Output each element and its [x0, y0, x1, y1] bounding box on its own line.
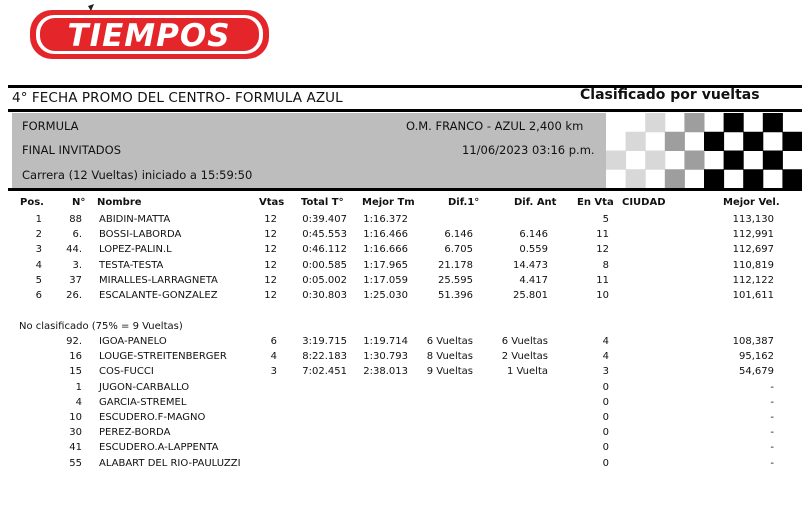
col-header-laps: Vtas: [259, 197, 285, 208]
cell-laps: 4: [270, 351, 277, 363]
cell-invta: 0: [602, 396, 609, 408]
report-subtitle: Clasificado por vueltas: [580, 87, 760, 103]
cell-invta: 12: [596, 244, 609, 256]
cell-num: 44.: [66, 244, 82, 256]
cell-speed: -: [770, 457, 774, 469]
cell-best: 1:16.666: [363, 244, 408, 256]
cell-speed: 112,991: [732, 229, 774, 241]
cell-dif1: 6.146: [444, 229, 473, 241]
cell-invta: 8: [602, 259, 609, 271]
cell-total: 0:30.803: [302, 290, 347, 301]
cell-pos: 5: [35, 274, 42, 286]
col-header-name: Nombre: [97, 197, 142, 208]
cell-name: GARCIA-STREMEL: [99, 396, 187, 408]
cell-speed: 95,162: [739, 351, 774, 363]
cell-invta: 0: [602, 381, 609, 393]
cell-total: 0:45.553: [302, 229, 347, 241]
cell-difant: 14.473: [513, 259, 548, 271]
cell-speed: -: [770, 396, 774, 408]
cell-speed: -: [770, 442, 774, 454]
cell-laps: 12: [264, 229, 277, 241]
cell-invta: 11: [596, 274, 609, 286]
cell-dif1: 51.396: [438, 290, 473, 301]
cell-dif1: 25.595: [438, 274, 473, 286]
cell-invta: 5: [602, 214, 609, 225]
cell-laps: 6: [270, 336, 277, 347]
cell-name: ALABART DEL RIO-PAULUZZI: [99, 457, 241, 469]
cell-total: 0:00.585: [302, 259, 347, 271]
cell-pos: 6: [35, 290, 42, 301]
cell-best: 1:30.793: [363, 351, 408, 363]
cell-num: 15: [69, 366, 82, 378]
cell-pos: 1: [35, 214, 42, 225]
cell-name: PEREZ-BORDA: [99, 427, 171, 439]
header-bottom-rule: [8, 188, 802, 191]
track-label: O.M. FRANCO - AZUL 2,400 km: [406, 119, 584, 133]
cell-total: 7:02.451: [302, 366, 347, 378]
cell-speed: 113,130: [732, 214, 774, 225]
cell-pos: 4: [35, 259, 42, 271]
cell-best: 1:16.466: [363, 229, 408, 241]
cell-difant: 6 Vueltas: [501, 336, 548, 347]
cell-best: 1:17.965: [363, 259, 408, 271]
cell-invta: 10: [596, 290, 609, 301]
cell-num: 1: [75, 381, 82, 393]
cell-dif1: 9 Vueltas: [426, 366, 473, 378]
header-mid-rule: [8, 109, 802, 112]
cell-difant: 6.146: [519, 229, 548, 241]
cell-total: 0:46.112: [302, 244, 347, 256]
cell-difant: 0.559: [519, 244, 548, 256]
cell-speed: 101,611: [732, 290, 774, 301]
checkered-flag-icon: [606, 113, 802, 188]
category-label: FORMULA: [22, 119, 79, 133]
cell-name: LOPEZ-PALIN.L: [99, 244, 172, 256]
cell-name: MIRALLES-LARRAGNETA: [99, 274, 218, 286]
cell-name: COS-FUCCI: [99, 366, 154, 378]
cell-dif1: 6.705: [444, 244, 473, 256]
cell-laps: 12: [264, 259, 277, 271]
cell-name: TESTA-TESTA: [99, 259, 164, 271]
col-header-pos: Pos.: [20, 197, 44, 208]
cell-name: ESCALANTE-GONZALEZ: [99, 290, 218, 301]
cell-name: ESCUDERO.F-MAGNO: [99, 412, 206, 423]
col-header-total-time: Total T°: [301, 197, 344, 208]
cell-difant: 25.801: [513, 290, 548, 301]
cell-num: 16: [69, 351, 82, 363]
cell-invta: 0: [602, 457, 609, 469]
race-start-label: Carrera (12 Vueltas) iniciado a 15:59:50: [22, 168, 253, 182]
col-header-best-lap: Mejor Tm: [362, 197, 415, 208]
cell-num: 10: [69, 412, 82, 423]
session-label: FINAL INVITADOS: [22, 143, 121, 157]
cell-best: 1:16.372: [363, 214, 408, 225]
cell-name: JUGON-CARBALLO: [99, 381, 190, 393]
cell-difant: 4.417: [519, 274, 548, 286]
cell-invta: 4: [602, 336, 609, 347]
cell-pos: 2: [35, 229, 42, 241]
cell-name: LOUGE-STREITENBERGER: [99, 351, 227, 363]
cell-speed: -: [770, 381, 774, 393]
cell-laps: 12: [264, 274, 277, 286]
cell-difant: 2 Vueltas: [501, 351, 548, 363]
cell-total: 3:19.715: [302, 336, 347, 347]
cell-invta: 11: [596, 229, 609, 241]
cell-name: ABIDIN-MATTA: [99, 214, 171, 225]
col-header-gap-first: Dif.1°: [448, 197, 480, 208]
cell-total: 0:05.002: [302, 274, 347, 286]
cell-difant: 1 Vuelta: [506, 366, 548, 378]
cell-best: 1:25.030: [363, 290, 408, 301]
cell-num: 30: [69, 427, 82, 439]
cell-laps: 12: [264, 244, 277, 256]
cell-best: 2:38.013: [363, 366, 408, 378]
cell-name: IGOA-PANELO: [99, 336, 167, 347]
cell-speed: -: [770, 427, 774, 439]
cell-num: 55: [69, 457, 82, 469]
cell-num: 88: [69, 214, 82, 225]
cell-num: 26.: [66, 290, 82, 301]
cell-best: 1:17.059: [363, 274, 408, 286]
cell-invta: 0: [602, 412, 609, 423]
cell-speed: 54,679: [739, 366, 774, 378]
cell-speed: -: [770, 412, 774, 423]
cell-num: 6.: [72, 229, 82, 241]
cell-name: ESCUDERO.A-LAPPENTA: [99, 442, 219, 454]
svg-text:TIEMPOS: TIEMPOS: [67, 18, 231, 54]
datetime-label: 11/06/2023 03:16 p.m.: [462, 143, 595, 157]
cell-invta: 4: [602, 351, 609, 363]
cell-num: 37: [69, 274, 82, 286]
col-header-gap-previous: Dif. Ant: [514, 197, 557, 208]
cell-speed: 110,819: [732, 259, 774, 271]
cell-pos: 3: [35, 244, 42, 256]
cell-invta: 3: [602, 366, 609, 378]
unclassified-label: No clasificado (75% = 9 Vueltas): [19, 321, 183, 332]
tiempos-logo: [28, 4, 271, 61]
info-panel: [12, 113, 606, 188]
cell-total: 8:22.183: [302, 351, 347, 363]
cell-laps: 12: [264, 214, 277, 225]
cell-num: 3.: [72, 259, 82, 271]
cell-num: 92.: [66, 336, 82, 347]
cell-speed: 112,122: [732, 274, 774, 286]
cell-dif1: 8 Vueltas: [426, 351, 473, 363]
cell-best: 1:19.714: [363, 336, 408, 347]
cell-laps: 12: [264, 290, 277, 301]
cell-dif1: 6 Vueltas: [426, 336, 473, 347]
col-header-best-speed: Mejor Vel.: [723, 197, 780, 208]
cell-dif1: 21.178: [438, 259, 473, 271]
cell-num: 41: [69, 442, 82, 454]
col-header-city: CIUDAD: [622, 197, 666, 208]
event-title: 4° FECHA PROMO DEL CENTRO- FORMULA AZUL: [12, 90, 343, 106]
cell-num: 4: [75, 396, 82, 408]
col-header-in-lap: En Vta: [577, 197, 614, 208]
cell-speed: 108,387: [732, 336, 774, 347]
cell-laps: 3: [270, 366, 277, 378]
col-header-number: N°: [72, 197, 86, 208]
cell-speed: 112,697: [732, 244, 774, 256]
cell-total: 0:39.407: [302, 214, 347, 225]
cell-invta: 0: [602, 442, 609, 454]
cell-invta: 0: [602, 427, 609, 439]
cell-name: BOSSI-LABORDA: [99, 229, 182, 241]
